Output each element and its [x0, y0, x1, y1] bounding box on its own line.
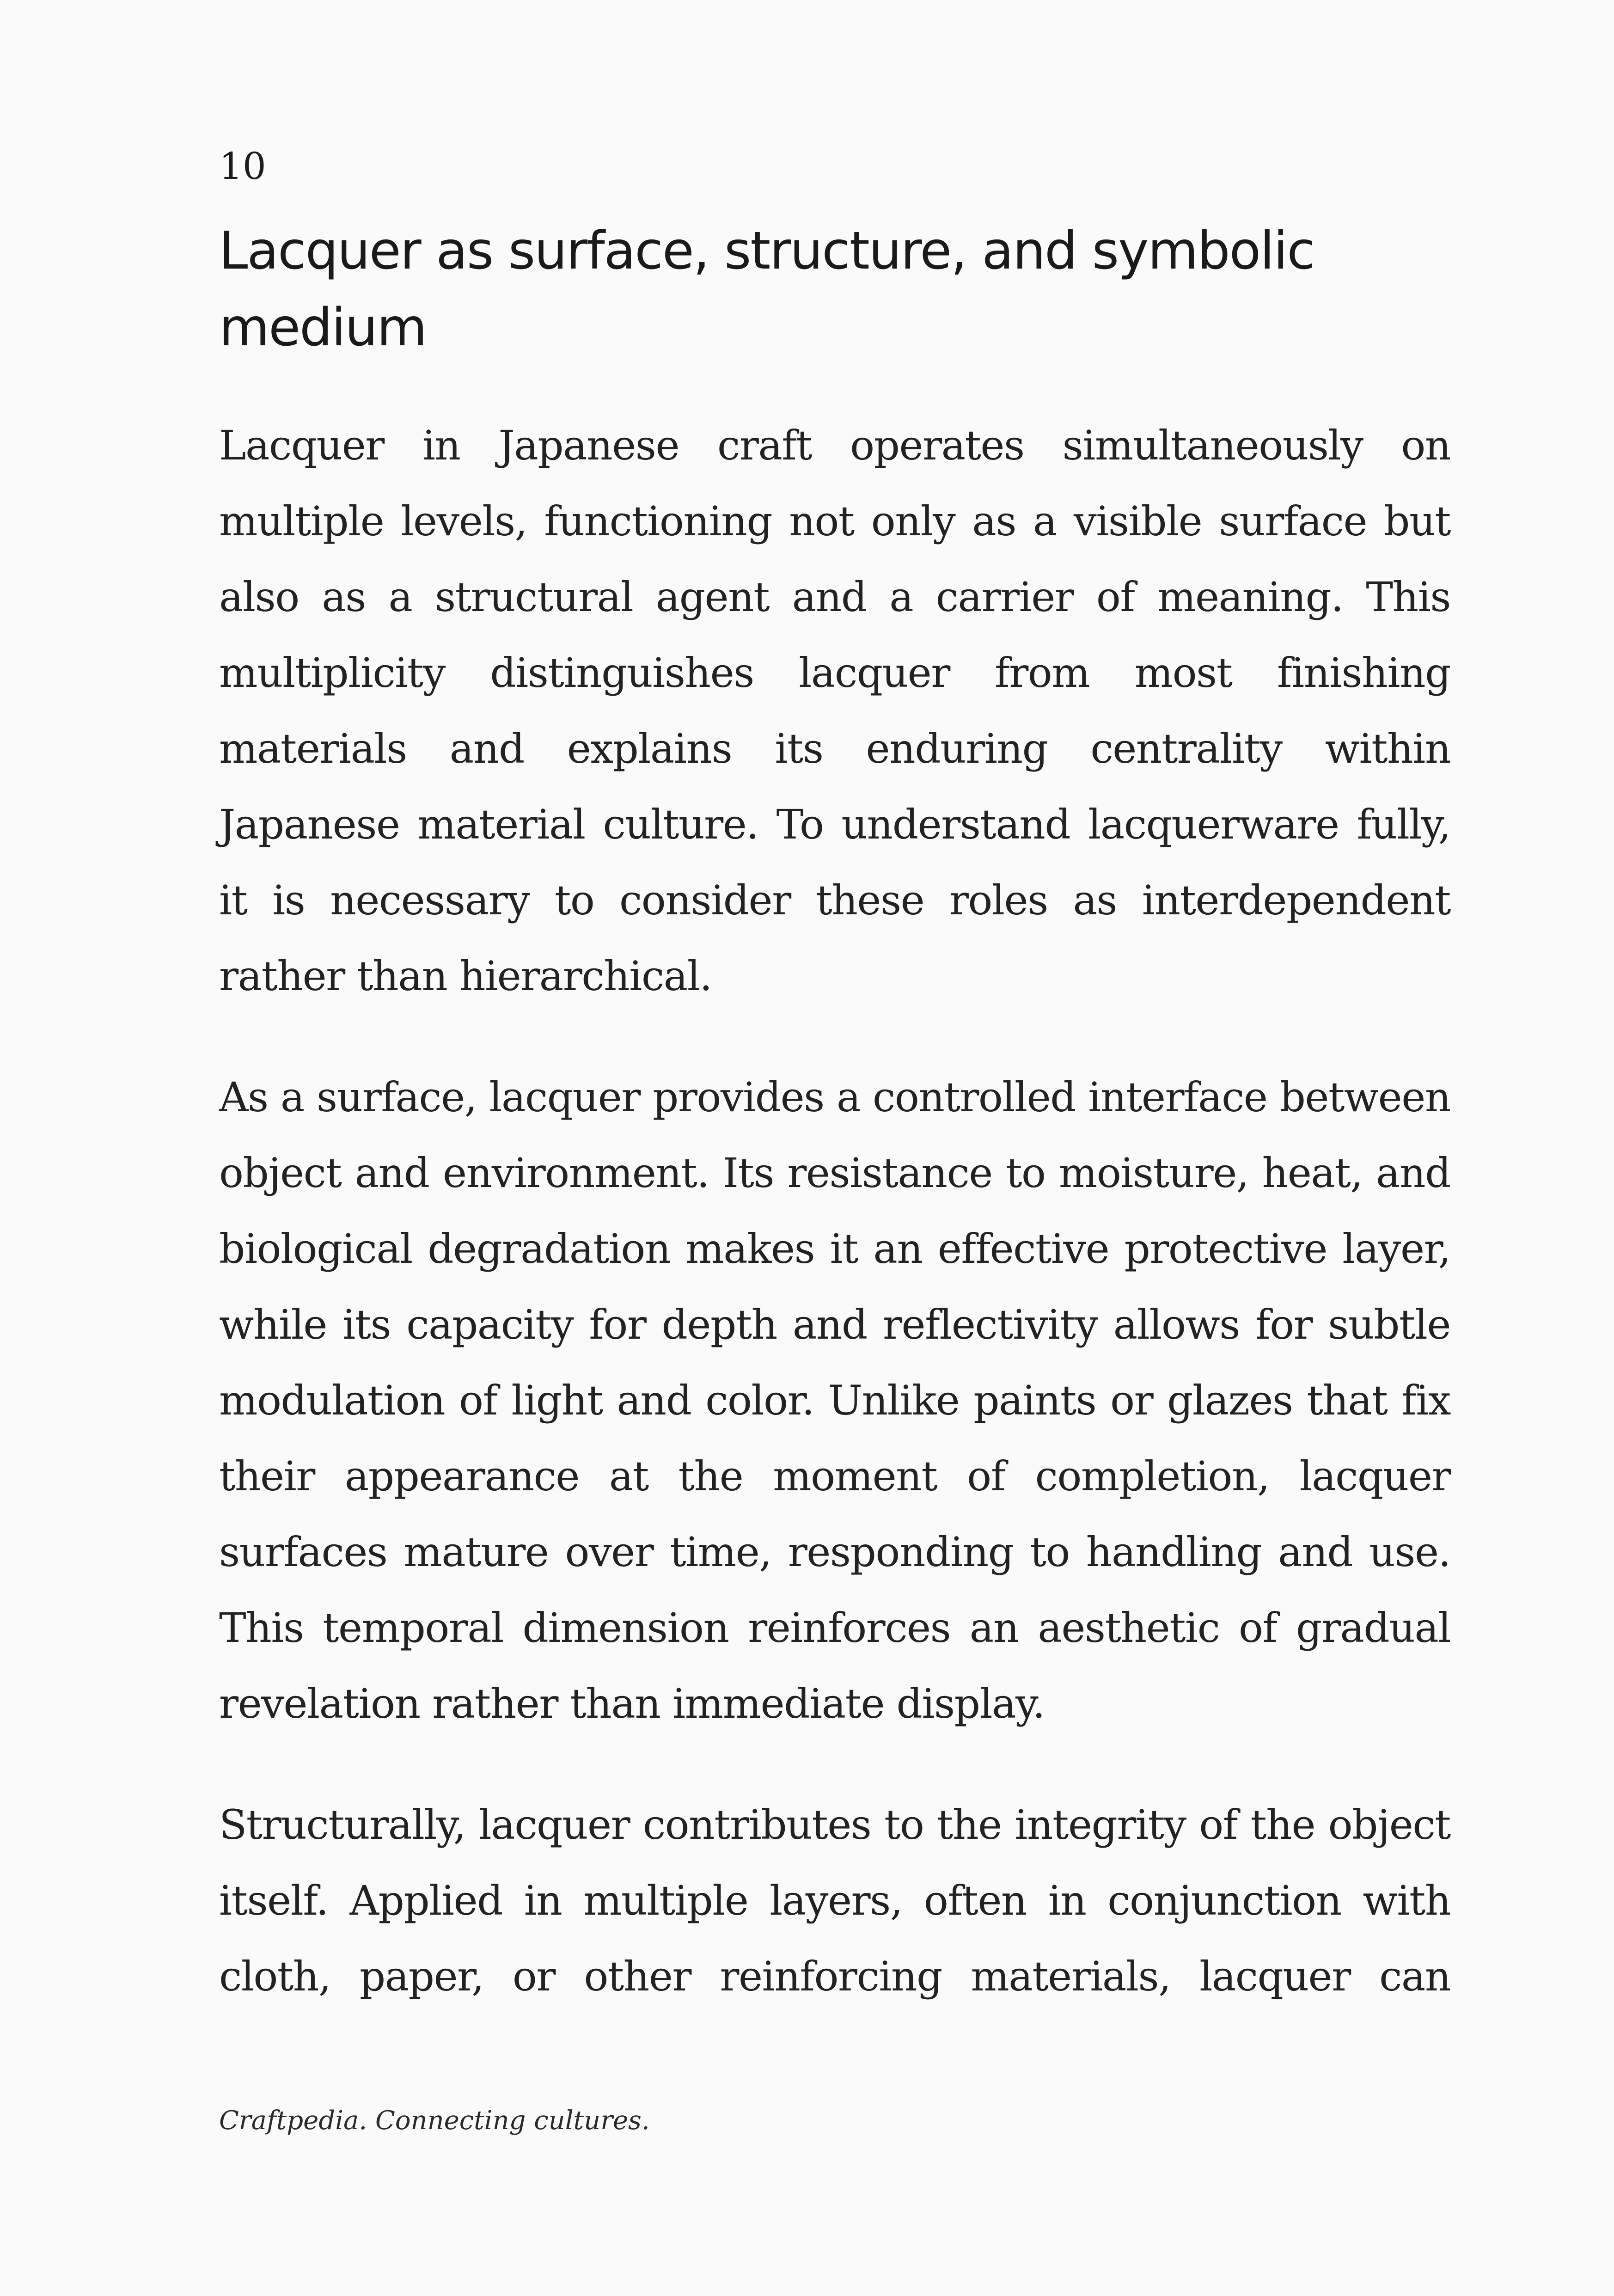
paragraph-2: As a surface, lacquer provides a controlled interface between object and environment. Its resistance to moisture, heat, and biological degradation makes it an effective protective layer, while its capacity for depth and reflectivity allows for subtle modulation of light and color. Unlike paints or glazes that fix their appearance at the moment of completion, lacquer surfaces mature over time, responding to handling and use. This temporal dimension reinforces an aesthetic of gradual revelation rather than immediate display.: [219, 1073, 1450, 1727]
chapter-title: Lacquer as surface, structure, and symbolic medium: [219, 221, 1314, 358]
paragraph-3: Structurally, lacquer contributes to the integrity of the object itself. Applied in multiple layers, often in conjunction with cloth, paper, or other reinforcing materials, lacquer can: [219, 1801, 1450, 2000]
body-text: [219, 408, 1450, 2060]
paragraph-1: Lacquer in Japanese craft operates simultaneously on multiple levels, functioning not only as a visible surface but also as a structural agent and a carrier of meaning. This multiplicity distinguishes lacquer from most finishing materials and explains its enduring centrality within Japanese material culture. To understand lacquerware fully, it is necessary to consider these roles as interdependent rather than hierarchical.: [219, 422, 1450, 1000]
page-number: 10: [219, 145, 266, 188]
footer-tagline: Craftpedia. Connecting cultures.: [219, 2106, 650, 2136]
